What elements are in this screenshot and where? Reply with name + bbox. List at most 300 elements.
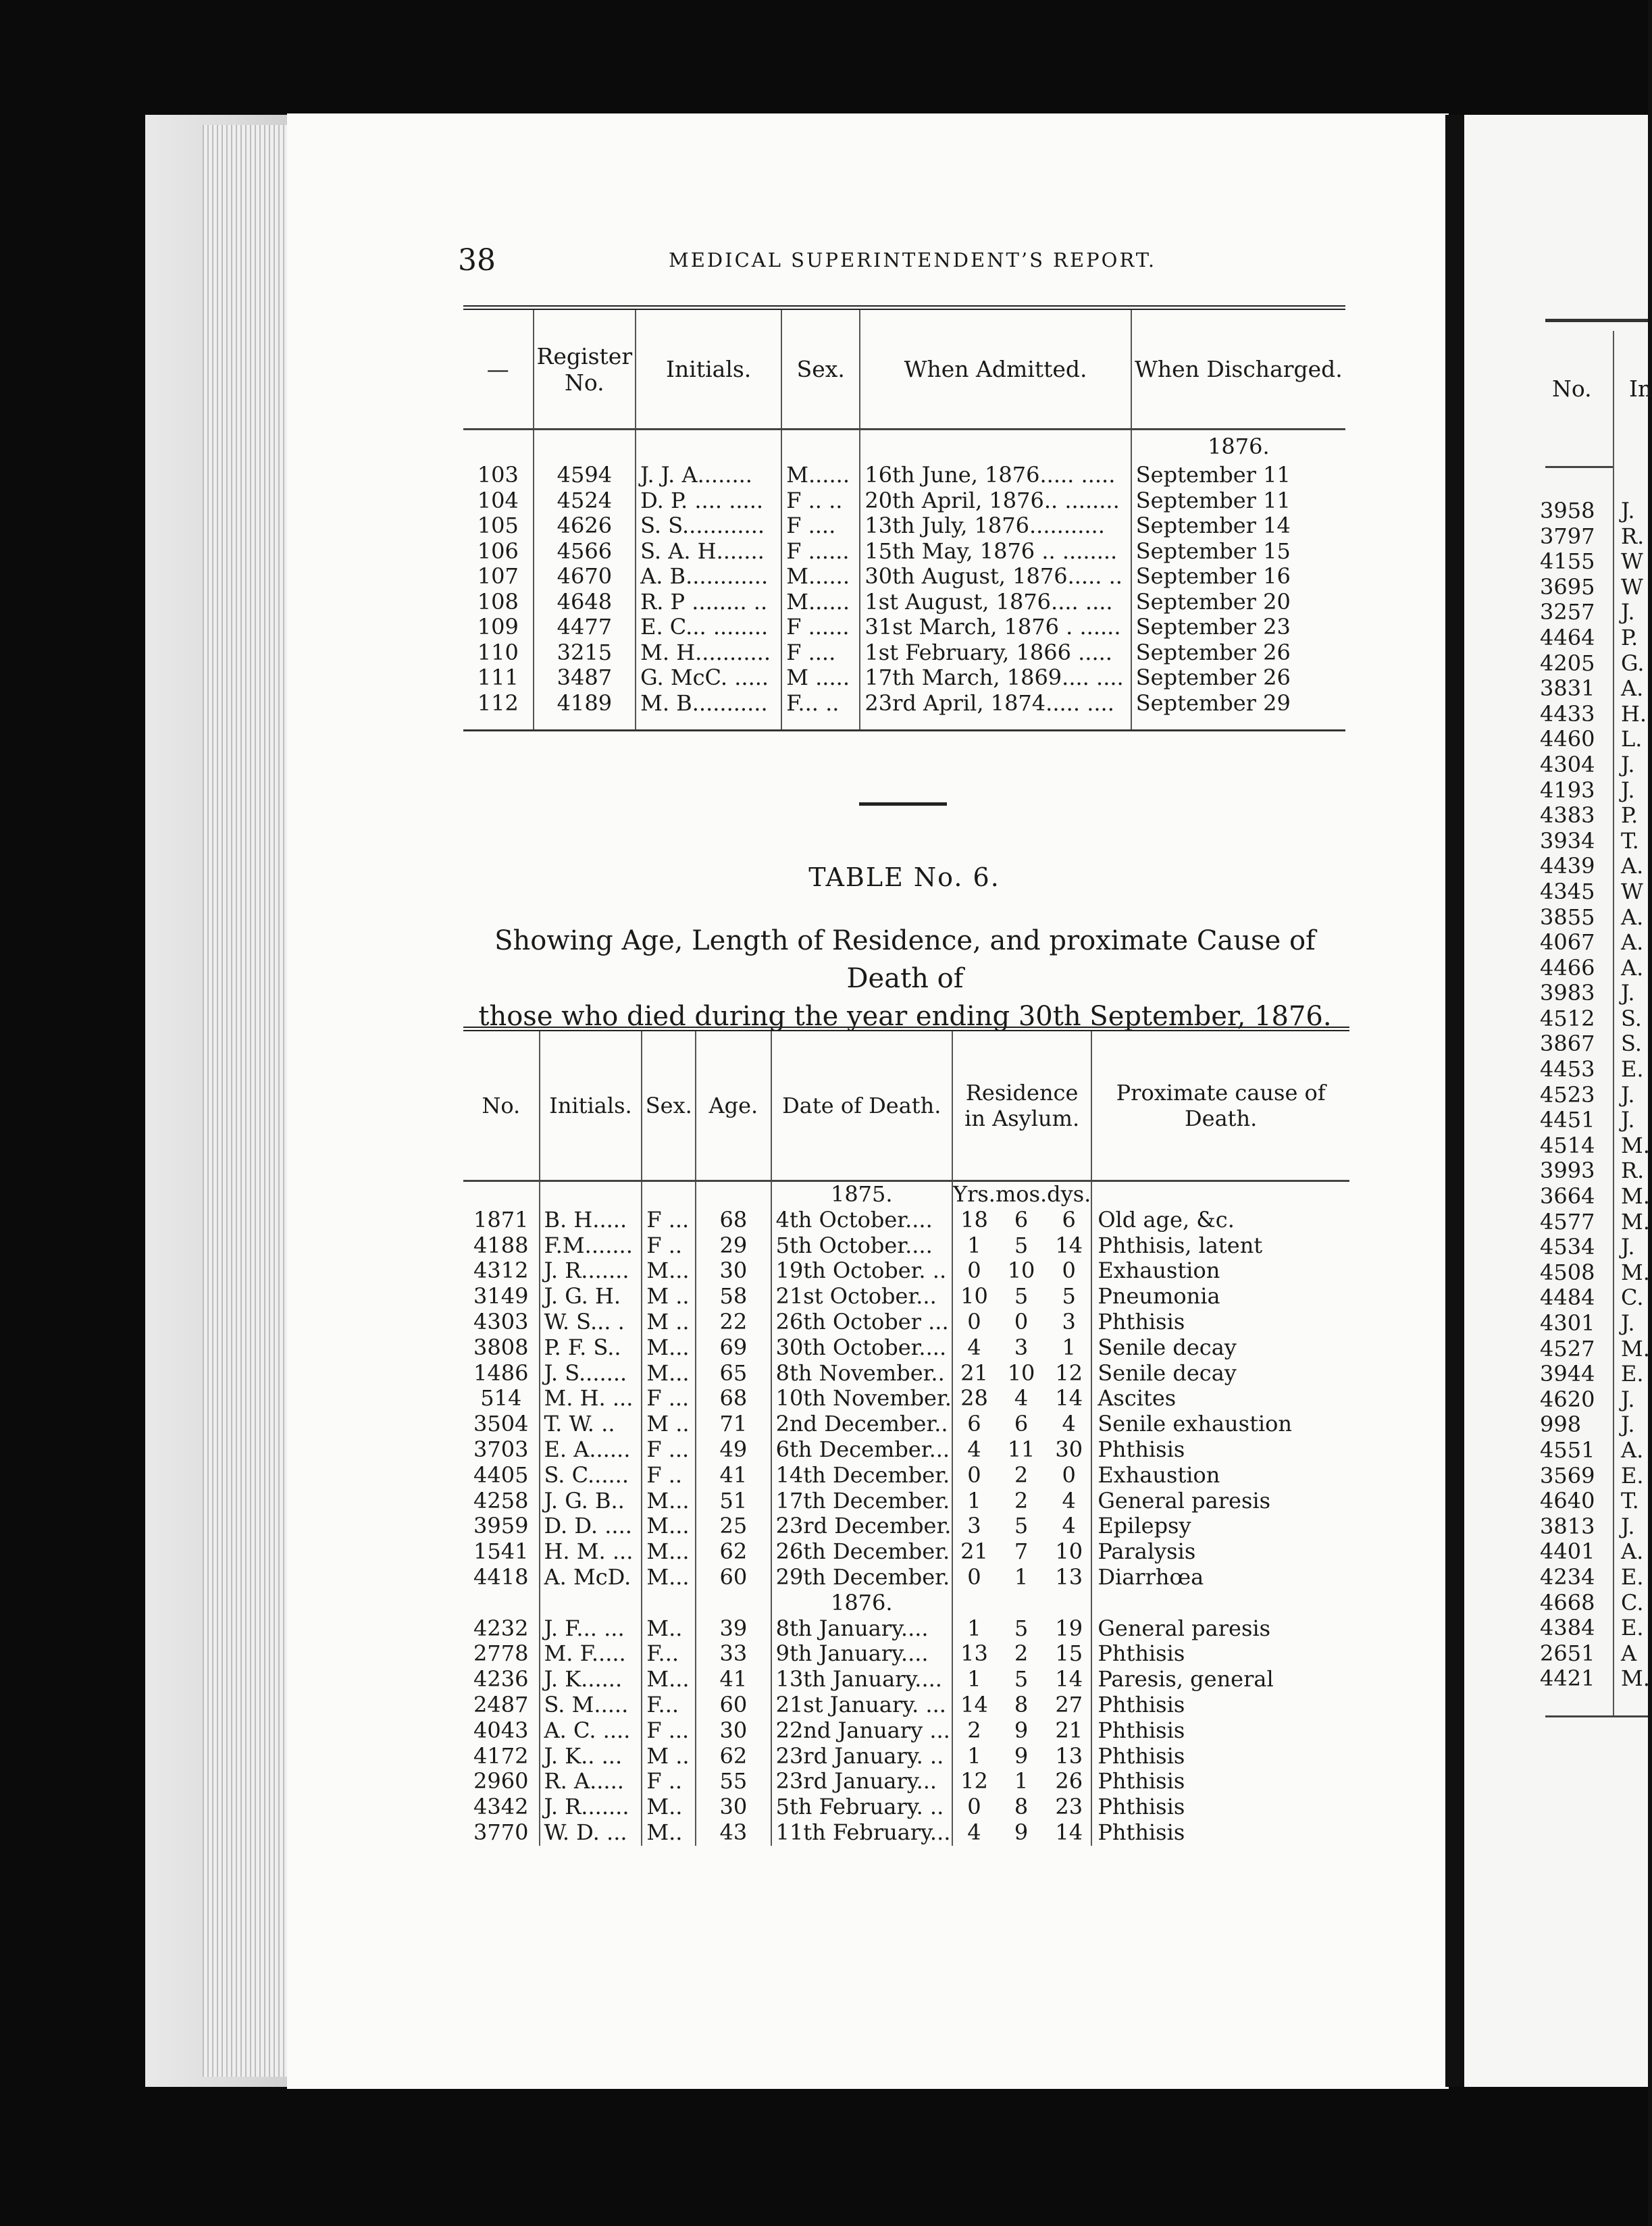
facing-initial: G.: [1621, 650, 1645, 676]
spacer-cell: [696, 1590, 771, 1616]
row-number: 108: [477, 588, 519, 615]
caption-line-2: those who died during the year ending 30th September, 1876.: [478, 1001, 1332, 1032]
register-no: 4670: [534, 564, 636, 590]
initials: M. F.....: [540, 1641, 642, 1667]
row-number: 109: [477, 614, 519, 640]
facing-initial: R.: [1621, 1158, 1645, 1184]
cause: Phthisis: [1091, 1820, 1349, 1846]
row-number: 111: [477, 665, 519, 690]
days: 5: [1062, 1283, 1076, 1310]
initials: G. McC. .....: [636, 665, 781, 691]
months: 8: [1014, 1691, 1029, 1717]
when-admitted: 13th July, 1876...........: [860, 513, 1131, 539]
cause: Phthisis: [1091, 1437, 1349, 1463]
facing-number: 4464: [1540, 624, 1595, 650]
facing-initial: E.: [1621, 1462, 1644, 1489]
days: 14: [1055, 1819, 1083, 1845]
age: 22: [696, 1310, 771, 1335]
col-age: Age.: [696, 1029, 771, 1181]
cause: Phthisis: [1091, 1769, 1349, 1794]
date-of-death: 29th December.: [771, 1565, 952, 1590]
row-number: 3770: [473, 1819, 529, 1845]
days: 6: [1062, 1206, 1076, 1233]
initials: H. M. ...: [540, 1539, 642, 1565]
age: 41: [696, 1667, 771, 1692]
deaths-year: 1875.: [771, 1181, 952, 1208]
years: 4: [952, 1437, 996, 1463]
facing-initial: J.: [1621, 1386, 1635, 1412]
years: 0: [952, 1463, 996, 1489]
discharge-spacer-row: [463, 716, 1345, 731]
years: 12: [952, 1769, 996, 1794]
row-number: 104: [477, 487, 519, 513]
days: 0: [1062, 1461, 1076, 1488]
facing-number: 3855: [1540, 904, 1595, 930]
discharge-row: [463, 665, 1345, 691]
days: 3: [1062, 1308, 1076, 1335]
initials: J. S.......: [540, 1361, 642, 1387]
facing-initial: R.: [1621, 523, 1645, 549]
initials: J. R.......: [540, 1794, 642, 1820]
months: 5: [1014, 1232, 1029, 1258]
when-discharged: September 23: [1131, 615, 1345, 640]
spacer-cell: [463, 716, 534, 731]
spacer-cell: [1047, 1590, 1091, 1616]
cause: Phthisis, latent: [1091, 1233, 1349, 1259]
facing-table-rule: [1545, 319, 1648, 322]
sex: M..: [642, 1794, 696, 1820]
col-when-discharged: When Discharged.: [1131, 308, 1345, 430]
initials: A. McD.: [540, 1565, 642, 1590]
sex: F ....: [781, 640, 860, 666]
initials: P. F. S..: [540, 1335, 642, 1361]
col-when-admitted: When Admitted.: [860, 308, 1131, 430]
facing-initial: J.: [1621, 751, 1635, 777]
years: 21: [952, 1539, 996, 1565]
spacer-cell: [781, 716, 860, 731]
register-no: 4626: [534, 513, 636, 539]
facing-initial: S.: [1621, 1005, 1642, 1031]
initials: T. W. ..: [540, 1412, 642, 1437]
row-number: 2487: [473, 1691, 529, 1717]
spacer-cell: [463, 1590, 540, 1616]
facing-initial: P.: [1621, 624, 1638, 650]
when-admitted: 20th April, 1876.. ........: [860, 488, 1131, 514]
spacer-cell: [1091, 1181, 1349, 1208]
sex: M...: [642, 1335, 696, 1361]
initials: D. P. .... .....: [636, 488, 781, 514]
cause: Paralysis: [1091, 1539, 1349, 1565]
facing-number: 4460: [1540, 726, 1595, 752]
facing-number: 4345: [1540, 878, 1595, 904]
years: 1: [952, 1489, 996, 1514]
sex: M...: [642, 1361, 696, 1387]
age: 62: [696, 1539, 771, 1565]
sex: M...: [642, 1667, 696, 1692]
register-no: 3215: [534, 640, 636, 666]
initials: A. B............: [636, 564, 781, 590]
years: 0: [952, 1258, 996, 1284]
months: 10: [1007, 1360, 1035, 1386]
facing-number: 3569: [1540, 1462, 1595, 1489]
months: 2: [1014, 1487, 1029, 1513]
row-number: 4418: [473, 1563, 529, 1590]
col-residence: Residence in Asylum.: [952, 1029, 1091, 1181]
days: 13: [1055, 1742, 1083, 1769]
date-of-death: 22nd January ...: [771, 1718, 952, 1744]
days: 21: [1055, 1717, 1083, 1743]
facing-initial: A: [1621, 1640, 1637, 1666]
facing-number: 4523: [1540, 1081, 1595, 1108]
date-of-death: 26th October ...: [771, 1310, 952, 1335]
years: 14: [952, 1692, 996, 1718]
days: 19: [1055, 1615, 1083, 1641]
cause: Phthisis: [1091, 1641, 1349, 1667]
cause: Epilepsy: [1091, 1513, 1349, 1539]
deaths-header-row: [463, 1029, 1349, 1181]
age: 58: [696, 1284, 771, 1310]
facing-initial: M.: [1621, 1665, 1650, 1692]
cause: Ascites: [1091, 1386, 1349, 1412]
facing-number: 4401: [1540, 1538, 1595, 1565]
facing-numbers: [1540, 498, 1595, 1692]
days: 13: [1055, 1563, 1083, 1590]
initials: S. C......: [540, 1463, 642, 1489]
years: 4: [952, 1335, 996, 1361]
facing-number: 4466: [1540, 954, 1595, 981]
spacer-cell: [540, 1181, 642, 1208]
sex: F ..: [642, 1769, 696, 1794]
age: 69: [696, 1335, 771, 1361]
row-number: 3703: [473, 1436, 529, 1462]
facing-initial: A.: [1621, 1538, 1644, 1565]
col-sex: Sex.: [642, 1029, 696, 1181]
when-discharged: September 15: [1131, 539, 1345, 565]
days: 12: [1055, 1360, 1083, 1386]
sex: M......: [781, 463, 860, 488]
initials: J. K.. ...: [540, 1744, 642, 1769]
sex: F...: [642, 1641, 696, 1667]
date-of-death: 5th February. ..: [771, 1794, 952, 1820]
facing-initial: M.: [1621, 1335, 1650, 1362]
facing-number: 3958: [1540, 498, 1595, 523]
facing-number: 3831: [1540, 675, 1595, 702]
age: 25: [696, 1513, 771, 1539]
facing-number: 4551: [1540, 1436, 1595, 1463]
row-number: 4232: [473, 1615, 529, 1641]
spacer-cell: [540, 1590, 642, 1616]
months: 2: [1014, 1640, 1029, 1667]
sex: M..: [642, 1616, 696, 1642]
facing-header-initials: In: [1629, 376, 1652, 402]
initials: J. G. B..: [540, 1489, 642, 1514]
row-number: 106: [477, 538, 519, 564]
years: 1: [952, 1616, 996, 1642]
facing-number: 3664: [1540, 1183, 1595, 1210]
sex: M...: [642, 1489, 696, 1514]
age: 62: [696, 1744, 771, 1769]
facing-initial: M.: [1621, 1183, 1650, 1210]
sex: F .. ..: [781, 488, 860, 514]
cause: Phthisis: [1091, 1718, 1349, 1744]
sex: F ...: [642, 1208, 696, 1233]
sex: M ..: [642, 1744, 696, 1769]
spacer-cell: [534, 716, 636, 731]
facing-number: 4383: [1540, 802, 1595, 829]
years: 18: [952, 1208, 996, 1233]
months: 0: [1014, 1308, 1029, 1335]
cause: Phthisis: [1091, 1794, 1349, 1820]
days: 23: [1055, 1794, 1083, 1820]
initials: J. J. A........: [636, 463, 781, 488]
facing-header-no: No.: [1552, 376, 1592, 402]
facing-initial: S.: [1621, 1031, 1642, 1057]
facing-initial: W: [1621, 573, 1643, 600]
when-admitted: 23rd April, 1874..... ....: [860, 691, 1131, 717]
date-of-death: 5th October....: [771, 1233, 952, 1259]
days: 30: [1055, 1436, 1083, 1462]
sex: F ...: [642, 1386, 696, 1412]
deaths-row: [463, 1667, 1349, 1692]
table-caption: [453, 922, 1358, 1035]
col-no: No.: [463, 1029, 540, 1181]
months: 5: [1014, 1666, 1029, 1692]
months: 10: [1007, 1258, 1035, 1284]
years: 6: [952, 1412, 996, 1437]
years: 0: [952, 1310, 996, 1335]
months: 4: [1014, 1385, 1029, 1412]
sex: F ......: [781, 615, 860, 640]
deaths-row: [463, 1463, 1349, 1489]
facing-header-rule: [1545, 466, 1613, 468]
discharge-row: [463, 564, 1345, 590]
page-edges: [203, 125, 290, 2077]
facing-initial: E.: [1621, 1563, 1644, 1590]
years: 28: [952, 1386, 996, 1412]
deaths-row: [463, 1361, 1349, 1387]
age: 43: [696, 1820, 771, 1846]
spacer-cell: [696, 1181, 771, 1208]
col-date-of-death: Date of Death.: [771, 1029, 952, 1181]
deaths-row: [463, 1412, 1349, 1437]
cause: Senile exhaustion: [1091, 1412, 1349, 1437]
col-initials: Initials.: [540, 1029, 642, 1181]
initials: J. F... ...: [540, 1616, 642, 1642]
months: 5: [1014, 1513, 1029, 1539]
facing-initial: W: [1621, 548, 1643, 575]
deaths-row: [463, 1641, 1349, 1667]
initials: J. K......: [540, 1667, 642, 1692]
age: 30: [696, 1794, 771, 1820]
sex: F... ..: [781, 691, 860, 717]
sex: F ..: [642, 1233, 696, 1259]
row-number: 4236: [473, 1666, 529, 1692]
cause: Senile decay: [1091, 1361, 1349, 1387]
months: 5: [1014, 1283, 1029, 1310]
facing-number: 4433: [1540, 700, 1595, 727]
facing-number: 3797: [1540, 523, 1595, 549]
row-number: 4258: [473, 1487, 529, 1513]
table-title: TABLE No. 6.: [808, 862, 1000, 892]
discharge-row: [463, 590, 1345, 615]
date-of-death: 14th December.: [771, 1463, 952, 1489]
days: 10: [1055, 1538, 1083, 1565]
months: 7: [1014, 1538, 1029, 1565]
months: 11: [1007, 1436, 1035, 1462]
discharge-row: [463, 488, 1345, 514]
row-number: 514: [480, 1385, 522, 1412]
facing-initial: L.: [1621, 726, 1643, 752]
caption-line-1: Showing Age, Length of Residence, and proximate Cause of Death of: [494, 925, 1316, 994]
years: 4: [952, 1820, 996, 1846]
sex: M......: [781, 590, 860, 615]
register-no: 4524: [534, 488, 636, 514]
age: 68: [696, 1386, 771, 1412]
facing-number: 4304: [1540, 751, 1595, 777]
date-of-death: 23rd January...: [771, 1769, 952, 1794]
facing-initial: E.: [1621, 1056, 1644, 1083]
spacer-cell: [463, 1181, 540, 1208]
deaths-row: [463, 1769, 1349, 1794]
facing-initial: E.: [1621, 1361, 1644, 1387]
facing-initial: A.: [1621, 675, 1644, 702]
when-discharged: September 26: [1131, 640, 1345, 666]
facing-initial: A.: [1621, 929, 1644, 956]
years: 0: [952, 1565, 996, 1590]
spacer-cell: [642, 1181, 696, 1208]
facing-initial: J.: [1621, 1107, 1635, 1133]
facing-number: 4484: [1540, 1285, 1595, 1311]
months: 5: [1014, 1615, 1029, 1641]
when-discharged: September 26: [1131, 665, 1345, 691]
age: 51: [696, 1489, 771, 1514]
facing-initial: J.: [1621, 498, 1635, 523]
days: 1: [1062, 1334, 1076, 1360]
initials: R. P ........ ..: [636, 590, 781, 615]
facing-initial: J.: [1621, 1234, 1635, 1260]
facing-number: 3867: [1540, 1031, 1595, 1057]
days: 4: [1062, 1411, 1076, 1437]
deaths-row: [463, 1335, 1349, 1361]
discharge-row: [463, 463, 1345, 488]
date-of-death: 8th January....: [771, 1616, 952, 1642]
sex: M...: [642, 1258, 696, 1284]
facing-number: 4384: [1540, 1615, 1595, 1641]
facing-initial: A.: [1621, 904, 1644, 930]
years: 21: [952, 1361, 996, 1387]
residence-subheader: Yrs.: [952, 1181, 996, 1207]
facing-number: 4439: [1540, 853, 1595, 879]
row-number: 4043: [473, 1717, 529, 1743]
when-discharged: September 29: [1131, 691, 1345, 717]
when-admitted: 17th March, 1869.... ....: [860, 665, 1131, 691]
deaths-row: [463, 1233, 1349, 1259]
age: 71: [696, 1412, 771, 1437]
days: 14: [1055, 1385, 1083, 1412]
facing-initial: W: [1621, 878, 1643, 904]
residence-subheader: dys.: [1047, 1181, 1091, 1207]
deaths-row: [463, 1744, 1349, 1769]
section-divider: [859, 802, 947, 806]
sex: F ...: [642, 1437, 696, 1463]
when-discharged: September 14: [1131, 513, 1345, 539]
facing-number: 2651: [1540, 1640, 1595, 1666]
when-discharged: September 11: [1131, 488, 1345, 514]
years: 13: [952, 1641, 996, 1667]
initials: W. D. ...: [540, 1820, 642, 1846]
initials: B. H.....: [540, 1208, 642, 1233]
facing-initial: J.: [1621, 1310, 1635, 1336]
facing-number: 4668: [1540, 1589, 1595, 1615]
cause: General paresis: [1091, 1489, 1349, 1514]
days: 14: [1055, 1232, 1083, 1258]
sex: M ..: [642, 1310, 696, 1335]
age: 68: [696, 1208, 771, 1233]
when-discharged: September 20: [1131, 590, 1345, 615]
facing-initial: M.: [1621, 1208, 1650, 1235]
facing-number: 4451: [1540, 1107, 1595, 1133]
initials: F.M.......: [540, 1233, 642, 1259]
facing-number: 4577: [1540, 1208, 1595, 1235]
row-number: 2778: [473, 1640, 529, 1667]
facing-number: 3813: [1540, 1513, 1595, 1539]
deaths-year: 1876.: [771, 1590, 952, 1616]
deaths-row: [463, 1820, 1349, 1846]
date-of-death: 9th January....: [771, 1641, 952, 1667]
register-no: 4477: [534, 615, 636, 640]
cause: General paresis: [1091, 1616, 1349, 1642]
age: 33: [696, 1641, 771, 1667]
col-sex: Sex.: [781, 308, 860, 430]
age: 29: [696, 1233, 771, 1259]
spacer-cell: [642, 1590, 696, 1616]
sex: F ....: [781, 513, 860, 539]
deaths-year-row: [463, 1590, 1349, 1616]
years: 1: [952, 1667, 996, 1692]
deaths-row: [463, 1437, 1349, 1463]
date-of-death: 26th December.: [771, 1539, 952, 1565]
row-number: 4188: [473, 1232, 529, 1258]
row-number: 105: [477, 513, 519, 538]
facing-number: 3944: [1540, 1361, 1595, 1387]
years: 0: [952, 1794, 996, 1820]
sex: M...: [642, 1513, 696, 1539]
cause: Diarrhœa: [1091, 1565, 1349, 1590]
initials: M. H...........: [636, 640, 781, 666]
cause: Phthisis: [1091, 1692, 1349, 1718]
facing-bottom-rule: [1545, 1715, 1648, 1717]
initials: R. A.....: [540, 1769, 642, 1794]
days: 4: [1062, 1487, 1076, 1513]
discharge-row: [463, 691, 1345, 717]
deaths-row: [463, 1208, 1349, 1233]
facing-initial: J.: [1621, 980, 1635, 1006]
facing-initial: C.: [1621, 1589, 1644, 1615]
deaths-row: [463, 1284, 1349, 1310]
col-initials: Initials.: [636, 308, 781, 430]
facing-number: 3934: [1540, 827, 1595, 854]
days: 15: [1055, 1640, 1083, 1667]
discharge-row: [463, 640, 1345, 666]
date-of-death: 11th February...: [771, 1820, 952, 1846]
date-of-death: 23rd January. ..: [771, 1744, 952, 1769]
facing-number: 4421: [1540, 1665, 1595, 1692]
deaths-row: [463, 1258, 1349, 1284]
days: 26: [1055, 1768, 1083, 1794]
when-admitted: 16th June, 1876..... .....: [860, 463, 1131, 488]
date-of-death: 4th October....: [771, 1208, 952, 1233]
discharge-row: [463, 615, 1345, 640]
